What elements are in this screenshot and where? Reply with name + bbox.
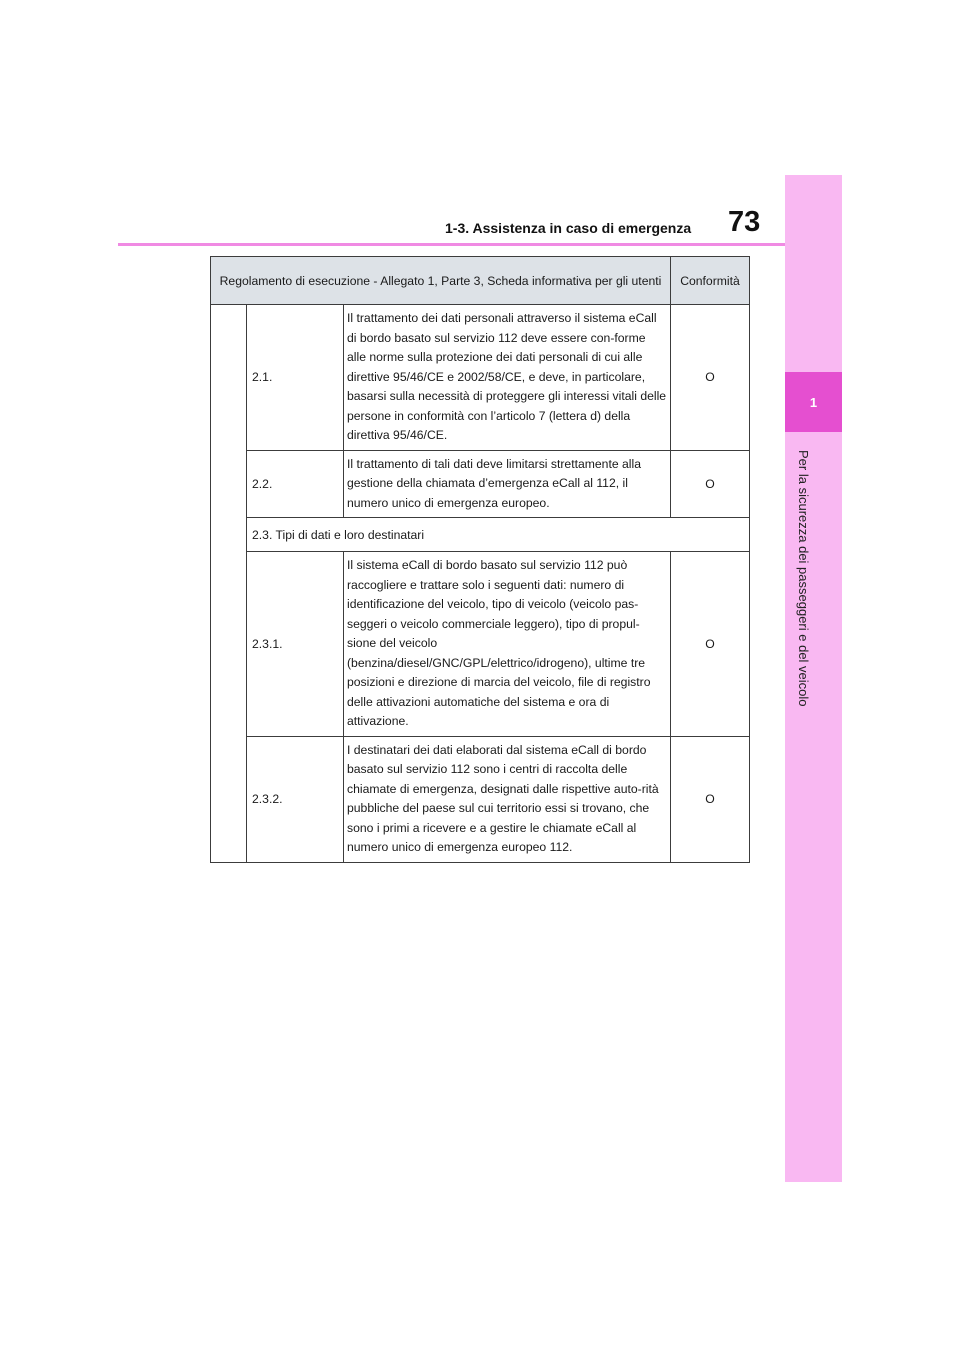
table-header-row [211, 257, 750, 305]
row-conformity: O [671, 552, 750, 737]
table-row [211, 450, 750, 518]
page-number: 73 [728, 206, 761, 238]
info-table [210, 256, 750, 863]
row-conformity: O [671, 736, 750, 862]
indent-column [211, 305, 247, 863]
table-header-conformity: Conformità [671, 257, 750, 305]
row-description: Il trattamento dei dati personali attraverso il sistema eCall di bordo basato sul servizio 112 deve essere con-forme alle norme sulla protezione dei dati personali di cui alle direttive 95/46/CE e 2002/58/CE, e deve, in particolare, basarsi sulla necessità di proteggere gli interessi vitali delle persone in conformità con l’articolo 7 (lettera d) della direttiva 95/46/CE. [344, 305, 671, 451]
section-title: 1-3. Assistenza in caso di emergenza [445, 220, 692, 236]
header-divider [118, 243, 785, 246]
row-number: 2.3.2. [247, 736, 344, 862]
chapter-title-label: Per la sicurezza dei passeggeri e del veicolo [796, 450, 811, 707]
row-number: 2.3.1. [247, 552, 344, 737]
row-conformity: O [671, 450, 750, 518]
chapter-number-badge: 1 [785, 372, 842, 432]
table-row [211, 305, 750, 451]
table-row [211, 736, 750, 862]
table-header-regulation: Regolamento di esecuzione - Allegato 1, Parte 3, Scheda informativa per gli utenti [211, 257, 671, 305]
table-subheading-row [211, 518, 750, 552]
row-description: Il trattamento di tali dati deve limitarsi strettamente alla gestione della chiamata d’emergenza eCall al 112, il numero unico di emergenza europeo. [344, 450, 671, 518]
row-description: I destinatari dei dati elaborati dal sistema eCall di bordo basato sul servizio 112 sono i centri di raccolta delle chiamate di emergenza, designati dalle rispettive auto-rità pubbliche del paese sul cui territorio essi si trovano, che sono i primi a ricevere e a gestire le chiamate eCall al numero unico di emergenza europeo 112. [344, 736, 671, 862]
row-number: 2.1. [247, 305, 344, 451]
row-conformity: O [671, 305, 750, 451]
row-number: 2.2. [247, 450, 344, 518]
table-row [211, 552, 750, 737]
row-description: Il sistema eCall di bordo basato sul servizio 112 può raccogliere e trattare solo i seguenti dati: numero di identificazione del veicolo, tipo di veicolo (veicolo pas-seggeri o veicolo commerciale leggero), tipo di propul-sione del veicolo (benzina/diesel/GNC/GPL/elettrico/idrogeno), ultime tre posizioni e direzione di marcia del veicolo, file di registro delle attivazioni automatiche del sistema e ora di attivazione. [344, 552, 671, 737]
table-subheading: 2.3. Tipi di dati e loro destinatari [247, 518, 750, 552]
